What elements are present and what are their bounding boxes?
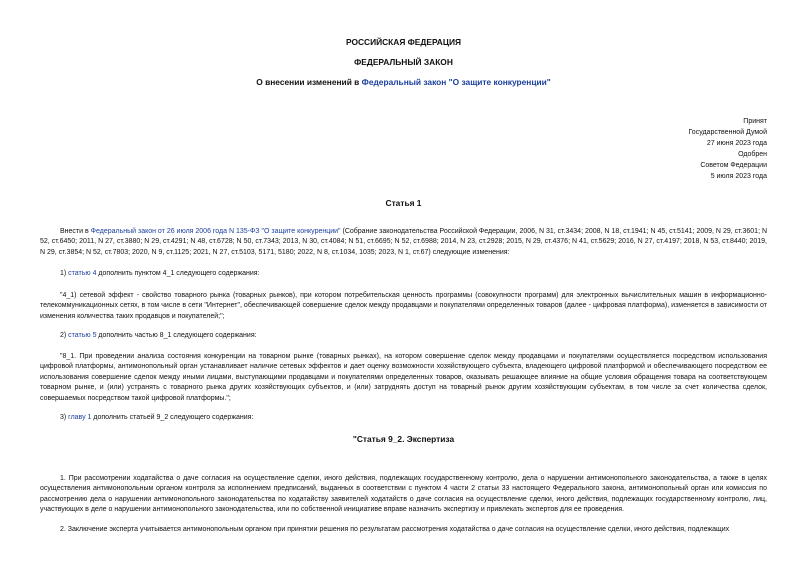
- article-9-2-heading: "Статья 9_2. Экспертиза: [352, 434, 455, 444]
- item-2-text: дополнить частью 8_1 следующего содержания:: [96, 332, 257, 339]
- accepted-by: Государственной Думой: [688, 129, 767, 136]
- country-title: РОССИЙСКАЯ ФЕДЕРАЦИЯ: [345, 37, 462, 47]
- intro-text-pre: Внести в: [60, 228, 91, 235]
- item-2-quote: "8_1. При проведении анализа состояния конкуренции на товарном рынке (товарных рынках), на котором совершение сделок между продавцами и покупателями осуществляется посредством использования цифровой платформы, антимонопольный орган устанавливает наличие сетевых эффектов и дает оценку возможности хозяйствующего субъекта, владеющего цифровой платформой и обеспечивающего посредством ее использования совершение сделок между иными лицами, выступающими продавцами и покупателями определенных товаров, оказывать решающее влияние на общие условия обращения товара на соответствующем товарном рынке, и (или) устранять с товарного рынка других хозяйствующих субъектов, и (или) затруднять доступ на товарный рынок другим хозяйствующим субъектам, в том числе за счет количества сделок, совершаемых посредством такой цифровой платформы.";: [40, 353, 767, 402]
- item-3-number: 3): [60, 414, 69, 421]
- law-135-fz-link[interactable]: Федеральный закон от 26 июля 2006 года N 135-ФЗ "О защите конкуренции": [90, 228, 341, 235]
- article-4-link[interactable]: статью 4: [68, 270, 97, 277]
- item-1-quote: "4_1) сетевой эффект - свойство товарного рынка (товарных рынков), при котором потребительская ценность программы (совокупности программ) для электронных вычислительных машин в информационно-телекоммуникационных сетях, в том числе в сети "Интернет", обеспечивающей совершение сделок между продавцами и покупателями определенных товаров (далее - цифровая платформа), изменяется в зависимости от изменения количества таких продавцов и покупателей;";: [40, 292, 767, 320]
- approved-date: 5 июля 2023 года: [710, 173, 767, 180]
- item-1-text: дополнить пунктом 4_1 следующего содержания:: [96, 270, 260, 277]
- law-type-title: ФЕДЕРАЛЬНЫЙ ЗАКОН: [354, 57, 453, 67]
- article-1-intro: [40, 227, 767, 258]
- item-3-text: дополнить статьей 9_2 следующего содержания:: [91, 414, 254, 421]
- accepted-label: Принят: [743, 118, 767, 125]
- accepted-date: 27 июня 2023 года: [706, 140, 767, 147]
- article-9-2-part-1: 1. При рассмотрении ходатайства о даче согласия на осуществление сделки, иного действия, подлежащих государственному контролю, дела о нарушении антимонопольного законодательства, а также в целях осуществления антимонопольным органом контроля за исполнением предписаний, выданных в соответствии с пунктом 4 части 2 статьи 33 настоящего Федерального закона, антимонопольный орган или комиссия по рассмотрению дела о нарушении антимонопольного законодательства по ходатайству заявителей ходатайств о даче согласия на осуществление сделки, иного действия, подлежащих государственному контролю, лиц, участвующих в деле о нарушении антимонопольного законодательства, или по собственной инициативе вправе назначить экспертизу и привлекать экспертов для ее проведения.: [40, 475, 767, 514]
- item-2-number: 2): [60, 332, 69, 339]
- item-2: [40, 331, 767, 341]
- article-1-heading: Статья 1: [385, 198, 422, 208]
- item-1-number: 1): [60, 270, 69, 277]
- approved-label: Одобрен: [738, 151, 767, 158]
- law-title-link[interactable]: Федеральный закон "О защите конкуренции": [361, 77, 551, 87]
- approved-by: Советом Федерации: [700, 162, 767, 169]
- article-5-link[interactable]: статью 5: [68, 332, 97, 339]
- article-9-2-part-2: 2. Заключение эксперта учитывается антимонопольным органом при принятии решения по результатам рассмотрения ходатайства о даче согласия на осуществление сделки, иного действия, подлежащих: [60, 526, 730, 533]
- acceptance-block: [688, 116, 767, 182]
- intro-text-post: (Собрание законодательства Российской Федерации, 2006, N 31, ст.3434; 2008, N 18, ст.1941; N 45, ст.5141; 2009, N 29, ст.3601; N 52, ст.6450; 2011, N 27, ст.3880; N 29, ст.4291; N 48, ст.6728; N 50, ст.7343; 2013, N 30, ст.4084; N 51, ст.6695; N 52, ст.6988; 2014, N 23, ст.2928; 2015, N 29, ст.4376; N 41, ст.5629; 2016, N 27, ст.4197; 2018, N 53, ст.8440; 2019, N 29, ст.3854; N 52, ст.7803; 2020, N 9, ст.1125; 2021, N 27, ст.5103, 5171, 5180; 2022, N 8, ст.1034, 1035; 2023, N 1, ст.67) следующие изменения:: [40, 228, 768, 256]
- item-1: [40, 269, 767, 279]
- chapter-1-link[interactable]: главу 1: [68, 414, 92, 421]
- item-3: [40, 413, 767, 423]
- law-title: [0, 77, 807, 87]
- law-title-prefix: О внесении изменений в: [256, 77, 362, 87]
